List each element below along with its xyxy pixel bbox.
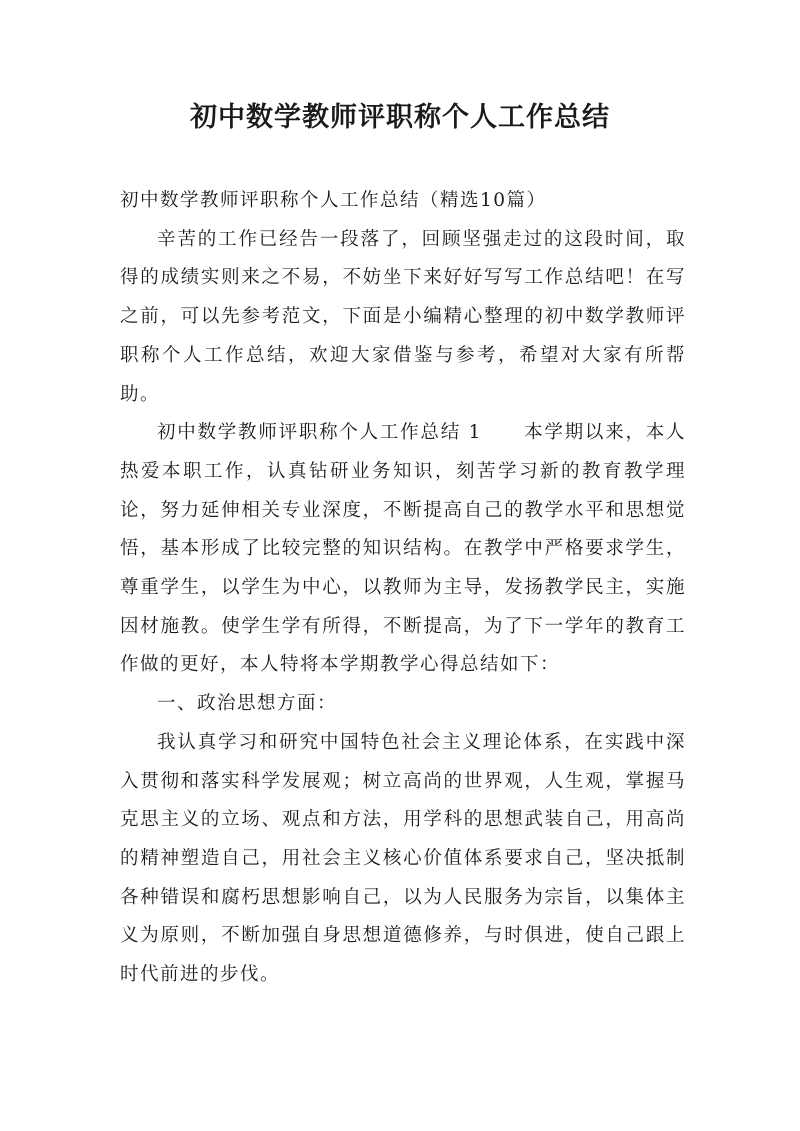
document-subtitle: 初中数学教师评职称个人工作总结（精选10篇） [120, 190, 547, 211]
article-heading: 初中数学教师评职称个人工作总结 1 [157, 422, 482, 444]
section-heading: 一、政治思想方面： [157, 693, 338, 715]
article-lead: 本学期以来，本人热爱本职工作，认真钻研业务知识，刻苦学习新的教育教学理论，努力延伸相关专业深度，不断提高自己的教学水平和思想觉悟，基本形成了比较完整的知识结构。在教学中严格要求学生，尊重学生，以学生为中心，以教师为主导，发扬教学民主，实施因材施教。使学生学有所得，不断提高，为了下一学年的教育工作做的更好，本人特将本学期教学心得总结如下： [120, 422, 686, 676]
document-title: 初中数学教师评职称个人工作总结 [190, 102, 610, 133]
article-paragraph [120, 414, 686, 685]
section-paragraph: 我认真学习和研究中国特色社会主义理论体系，在实践中深入贯彻和落实科学发展观；树立高尚的世界观，人生观，掌握马克思主义的立场、观点和方法，用学科的思想武装自己，用高尚的精神塑造自己，用社会主义核心价值体系要求自己，坚决抵制各种错误和腐朽思想影响自己，以为人民服务为宗旨，以集体主义为原则，不断加强自身思想道德修养，与时俱进，使自己跟上时代前进的步伐。 [120, 731, 686, 986]
intro-paragraph: 辛苦的工作已经告一段落了，回顾坚强走过的这段时间，取得的成绩实则来之不易，不妨坐下来好好写写工作总结吧！在写之前，可以先参考范文，下面是小编精心整理的初中数学教师评职称个人工作总结，欢迎大家借鉴与参考，希望对大家有所帮助。 [120, 228, 686, 405]
document-body [120, 182, 686, 995]
